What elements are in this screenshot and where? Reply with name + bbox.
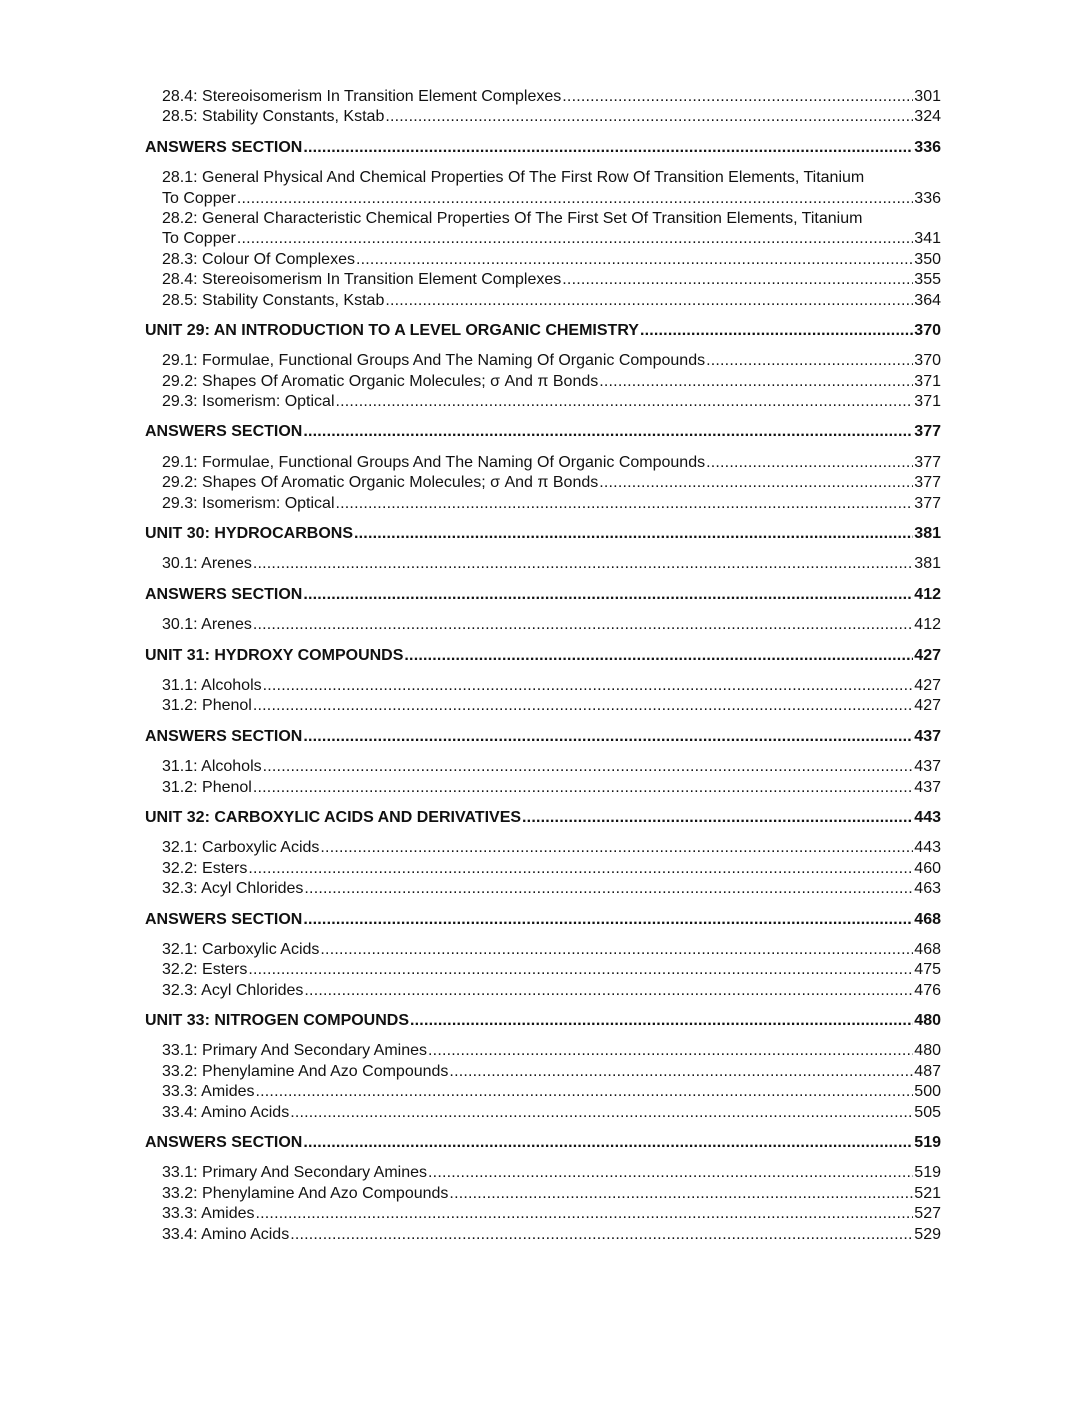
toc-heading-label: ANSWERS SECTION xyxy=(145,910,303,928)
toc-section-heading[interactable] xyxy=(145,138,941,158)
toc-page-number: 427 xyxy=(914,646,941,664)
dot-leader xyxy=(237,229,913,249)
dot-leader xyxy=(336,494,914,514)
toc-page-number: 521 xyxy=(914,1184,941,1202)
toc-entry[interactable] xyxy=(145,1103,941,1123)
dot-leader xyxy=(449,1062,913,1082)
dot-leader xyxy=(320,940,913,960)
toc-entry[interactable] xyxy=(145,1041,941,1061)
dot-leader xyxy=(706,453,913,473)
dot-leader xyxy=(248,960,913,980)
dot-leader xyxy=(356,250,913,270)
toc-entry-label: To Copper xyxy=(162,230,236,248)
toc-page-number: 476 xyxy=(914,981,941,999)
toc-page-number: 377 xyxy=(914,453,941,471)
toc-section-heading[interactable] xyxy=(145,646,941,666)
dot-leader xyxy=(404,646,913,666)
dot-leader xyxy=(304,879,913,899)
toc-page-number: 460 xyxy=(914,859,941,877)
toc-entry[interactable] xyxy=(145,1062,941,1082)
toc-page-number: 500 xyxy=(914,1083,941,1101)
toc-section-heading[interactable] xyxy=(145,524,941,544)
toc-page-number: 468 xyxy=(914,910,941,928)
toc-entry-label: 32.1: Carboxylic Acids xyxy=(162,940,320,958)
toc-heading-label: ANSWERS SECTION xyxy=(145,423,303,441)
toc-page-number: 355 xyxy=(914,271,941,289)
dot-leader xyxy=(385,291,913,311)
dot-leader xyxy=(562,270,913,290)
toc-section-heading[interactable] xyxy=(145,321,941,341)
toc-page-number: 371 xyxy=(914,372,941,390)
toc-entry[interactable] xyxy=(145,453,941,473)
toc-heading-label: UNIT 30: HYDROCARBONS xyxy=(145,525,354,543)
toc-entry-label: 29.2: Shapes Of Aromatic Organic Molecules; σ And π Bonds xyxy=(162,372,599,390)
toc-page-number: 529 xyxy=(914,1225,941,1243)
toc-entry[interactable] xyxy=(145,1204,941,1224)
toc-page-number: 371 xyxy=(914,393,941,411)
dot-leader xyxy=(256,1204,914,1224)
dot-leader xyxy=(303,422,913,442)
dot-leader xyxy=(522,808,913,828)
dot-leader xyxy=(428,1041,913,1061)
toc-section-heading[interactable] xyxy=(145,727,941,747)
toc-entry[interactable] xyxy=(145,1225,941,1245)
toc-entry-label: 32.3: Acyl Chlorides xyxy=(162,981,304,999)
toc-heading-label: ANSWERS SECTION xyxy=(145,727,303,745)
toc-entry[interactable] xyxy=(145,778,941,798)
toc-entry-continuation xyxy=(162,229,941,249)
table-of-contents xyxy=(145,87,941,1245)
toc-entry[interactable] xyxy=(145,838,941,858)
toc-page-number: 480 xyxy=(914,1012,941,1030)
toc-entry[interactable] xyxy=(145,107,941,127)
toc-page-number: 341 xyxy=(914,230,941,248)
dot-leader xyxy=(320,838,913,858)
toc-entry[interactable] xyxy=(145,372,941,392)
toc-entry[interactable] xyxy=(145,859,941,879)
dot-leader xyxy=(253,696,913,716)
toc-entry[interactable] xyxy=(145,554,941,574)
toc-entry-label: 33.4: Amino Acids xyxy=(162,1103,290,1121)
dot-leader xyxy=(290,1103,913,1123)
toc-heading-label: ANSWERS SECTION xyxy=(145,138,303,156)
dot-leader xyxy=(248,859,913,879)
toc-heading-label: UNIT 32: CARBOXYLIC ACIDS AND DERIVATIVES xyxy=(145,808,522,826)
toc-page-number: 324 xyxy=(914,108,941,126)
toc-page-number: 443 xyxy=(914,808,941,826)
dot-leader xyxy=(354,524,913,544)
toc-entry-label: 33.1: Primary And Secondary Amines xyxy=(162,1164,428,1182)
toc-entry-label: 29.3: Isomerism: Optical xyxy=(162,494,335,512)
toc-heading-label: UNIT 29: AN INTRODUCTION TO A LEVEL ORGANIC CHEMISTRY xyxy=(145,321,639,339)
toc-section-heading[interactable] xyxy=(145,1011,941,1031)
toc-section-heading[interactable] xyxy=(145,910,941,930)
toc-entry-label: 29.2: Shapes Of Aromatic Organic Molecules; σ And π Bonds xyxy=(162,474,599,492)
toc-page-number: 468 xyxy=(914,940,941,958)
dot-leader xyxy=(640,321,913,341)
toc-page-number: 381 xyxy=(914,555,941,573)
toc-entry[interactable] xyxy=(145,291,941,311)
toc-entry[interactable] xyxy=(145,757,941,777)
toc-entry[interactable] xyxy=(145,494,941,514)
dot-leader xyxy=(599,372,913,392)
toc-page-number: 475 xyxy=(914,961,941,979)
toc-entry-label: 28.4: Stereoisomerism In Transition Element Complexes xyxy=(162,88,562,105)
toc-entry[interactable] xyxy=(145,473,941,493)
toc-entry[interactable] xyxy=(145,1082,941,1102)
dot-leader xyxy=(303,585,913,605)
toc-page-number: 377 xyxy=(914,494,941,512)
toc-page-number: 370 xyxy=(914,352,941,370)
dot-leader xyxy=(303,138,913,158)
toc-entry-label: 31.2: Phenol xyxy=(162,778,252,796)
dot-leader xyxy=(303,727,913,747)
toc-entry-label: 33.4: Amino Acids xyxy=(162,1225,290,1243)
toc-entry-label: 31.1: Alcohols xyxy=(162,758,262,776)
toc-heading-label: ANSWERS SECTION xyxy=(145,585,303,603)
toc-entry-title-line: 28.1: General Physical And Chemical Properties Of The First Row Of Transition Elements, Titanium xyxy=(162,169,865,187)
toc-entry-label: 33.2: Phenylamine And Azo Compounds xyxy=(162,1184,449,1202)
toc-heading-label: UNIT 33: NITROGEN COMPOUNDS xyxy=(145,1012,410,1030)
dot-leader xyxy=(304,981,913,1001)
toc-entry-label: To Copper xyxy=(162,189,236,207)
toc-entry-label: 32.3: Acyl Chlorides xyxy=(162,880,304,898)
toc-entry-label: 33.3: Amides xyxy=(162,1205,255,1223)
toc-entry[interactable] xyxy=(145,168,941,209)
toc-entry[interactable] xyxy=(145,940,941,960)
dot-leader xyxy=(253,778,913,798)
toc-page-number: 480 xyxy=(914,1042,941,1060)
toc-entry[interactable] xyxy=(145,615,941,635)
toc-entry-label: 29.3: Isomerism: Optical xyxy=(162,393,335,411)
dot-leader xyxy=(410,1011,913,1031)
dot-leader xyxy=(237,189,913,209)
toc-page-number: 519 xyxy=(914,1164,941,1182)
toc-entry-label: 33.2: Phenylamine And Azo Compounds xyxy=(162,1062,449,1080)
toc-entry[interactable] xyxy=(145,1184,941,1204)
dot-leader xyxy=(336,392,914,412)
dot-leader xyxy=(253,615,913,635)
toc-entry[interactable] xyxy=(145,960,941,980)
toc-entry-title-line: 28.2: General Characteristic Chemical Properties Of The First Set Of Transition Elements, Titanium xyxy=(162,209,863,227)
toc-section-heading[interactable] xyxy=(145,585,941,605)
toc-page-number: 437 xyxy=(914,727,941,745)
toc-entry-label: 28.4: Stereoisomerism In Transition Element Complexes xyxy=(162,271,562,289)
toc-page-number: 519 xyxy=(914,1134,941,1152)
dot-leader xyxy=(290,1225,913,1245)
toc-entry-label: 31.2: Phenol xyxy=(162,697,252,715)
toc-page-number: 377 xyxy=(914,474,941,492)
toc-page-number: 427 xyxy=(914,697,941,715)
toc-entry[interactable] xyxy=(145,270,941,290)
toc-page-number: 336 xyxy=(914,138,941,156)
dot-leader xyxy=(428,1163,913,1183)
toc-entry[interactable] xyxy=(145,392,941,412)
toc-page-number: 427 xyxy=(914,676,941,694)
toc-page-number: 443 xyxy=(914,839,941,857)
toc-page-number: 350 xyxy=(914,250,941,268)
toc-page-number: 364 xyxy=(914,291,941,309)
toc-entry-label: 33.3: Amides xyxy=(162,1083,255,1101)
toc-page-number: 505 xyxy=(914,1103,941,1121)
toc-page-number: 412 xyxy=(914,585,941,603)
toc-entry[interactable] xyxy=(145,1163,941,1183)
toc-section-heading[interactable] xyxy=(145,808,941,828)
toc-entry-label: 30.1: Arenes xyxy=(162,555,252,573)
toc-entry-label: 32.1: Carboxylic Acids xyxy=(162,839,320,857)
dot-leader xyxy=(449,1184,913,1204)
toc-entry-label: 33.1: Primary And Secondary Amines xyxy=(162,1042,428,1060)
dot-leader xyxy=(599,473,913,493)
dot-leader xyxy=(263,676,914,696)
toc-entry[interactable] xyxy=(145,879,941,899)
dot-leader xyxy=(256,1082,914,1102)
toc-entry-label: 32.2: Esters xyxy=(162,961,248,979)
dot-leader xyxy=(706,351,913,371)
toc-page-number: 336 xyxy=(914,189,941,207)
toc-page-number: 301 xyxy=(914,88,941,105)
dot-leader xyxy=(253,554,913,574)
dot-leader xyxy=(562,87,913,107)
toc-page-number: 381 xyxy=(914,525,941,543)
toc-entry[interactable] xyxy=(145,351,941,371)
toc-page-number: 412 xyxy=(914,616,941,634)
toc-section-heading[interactable] xyxy=(145,1133,941,1153)
toc-page-number: 437 xyxy=(914,758,941,776)
toc-entry-label: 29.1: Formulae, Functional Groups And The Naming Of Organic Compounds xyxy=(162,352,706,370)
toc-entry[interactable] xyxy=(145,696,941,716)
toc-page-number: 437 xyxy=(914,778,941,796)
dot-leader xyxy=(263,757,914,777)
toc-page-number: 463 xyxy=(914,880,941,898)
toc-entry-label: 28.5: Stability Constants, Kstab xyxy=(162,291,385,309)
toc-entry[interactable] xyxy=(145,87,941,107)
toc-page-number: 487 xyxy=(914,1062,941,1080)
toc-heading-label: ANSWERS SECTION xyxy=(145,1134,303,1152)
toc-section-heading[interactable] xyxy=(145,422,941,442)
toc-heading-label: UNIT 31: HYDROXY COMPOUNDS xyxy=(145,646,404,664)
dot-leader xyxy=(303,1133,913,1153)
toc-page-number: 370 xyxy=(914,321,941,339)
toc-entry[interactable] xyxy=(145,676,941,696)
toc-entry-label: 28.3: Colour Of Complexes xyxy=(162,250,355,268)
toc-entry-label: 30.1: Arenes xyxy=(162,616,252,634)
toc-entry-label: 29.1: Formulae, Functional Groups And The Naming Of Organic Compounds xyxy=(162,453,706,471)
toc-entry-label: 32.2: Esters xyxy=(162,859,248,877)
toc-entry[interactable] xyxy=(145,981,941,1001)
toc-entry-label: 31.1: Alcohols xyxy=(162,676,262,694)
toc-entry-continuation xyxy=(162,189,941,209)
toc-entry[interactable] xyxy=(145,250,941,270)
toc-entry-label: 28.5: Stability Constants, Kstab xyxy=(162,108,385,126)
toc-page-number: 527 xyxy=(914,1205,941,1223)
toc-entry[interactable] xyxy=(145,209,941,250)
dot-leader xyxy=(303,910,913,930)
toc-page-number: 377 xyxy=(914,423,941,441)
dot-leader xyxy=(385,107,913,127)
